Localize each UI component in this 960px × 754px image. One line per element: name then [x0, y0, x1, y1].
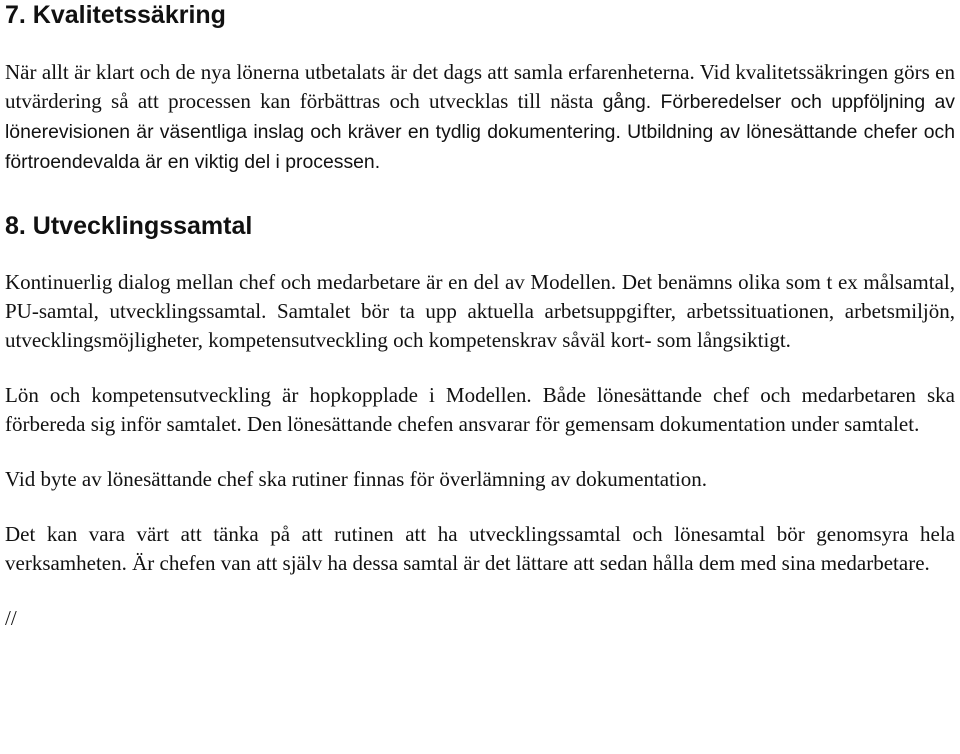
section-heading-utvecklingssamtal: 8. Utvecklingssamtal [5, 212, 253, 240]
paragraph-kvalitetssakring [5, 58, 955, 177]
paragraph-byte-av-chef: Vid byte av lönesättande chef ska rutiner finnas för överlämning av dokumentation. [5, 467, 708, 491]
paragraph-rutiner: Det kan vara värt att tänka på att rutinen att ha utvecklingssamtal och lönesamtal bör genomsyra hela verksamheten. Är chefen van att själv ha dessa samtal är det lättare att sedan hålla dem med sina medarbetare. [5, 522, 955, 575]
paragraph-text-sans: gång. Förberedelser och uppföljning av lönerevisionen är väsentliga inslag och kräver en tydlig dokumentering. Utbildning av lönesättande chefer och förtroendevalda är en viktig del i processen. [5, 91, 956, 173]
document-page [5, 0, 955, 633]
section-heading-kvalitetssakring: 7. Kvalitetssäkring [5, 1, 226, 29]
paragraph-lon-kompetensutveckling: Lön och kompetensutveckling är hopkopplade i Modellen. Både lönesättande chef och medarbetaren ska förbereda sig inför samtalet. Den lönesättande chefen ansvarar för gemensam dokumentation under samtalet. [5, 383, 955, 436]
paragraph-kontinuerlig-dialog: Kontinuerlig dialog mellan chef och medarbetare är en del av Modellen. Det benämns olika som t ex målsamtal, PU-samtal, utvecklingssamtal. Samtalet bör ta upp aktuella arbetsuppgifter, arbetssituationen, arbetsmiljön, utvecklingsmöjligheter, kompetensutveckling och kompetenskrav såväl kort- som långsiktigt. [5, 270, 955, 352]
end-marker: // [5, 606, 17, 630]
paragraph-text-serif: När allt är klart och de nya lönerna utbetalats är det dags att samla erfarenheterna. Vid kvalitetssäkringen görs en utvärdering så att processen kan förbättras och utvecklas till nästa [5, 60, 955, 113]
